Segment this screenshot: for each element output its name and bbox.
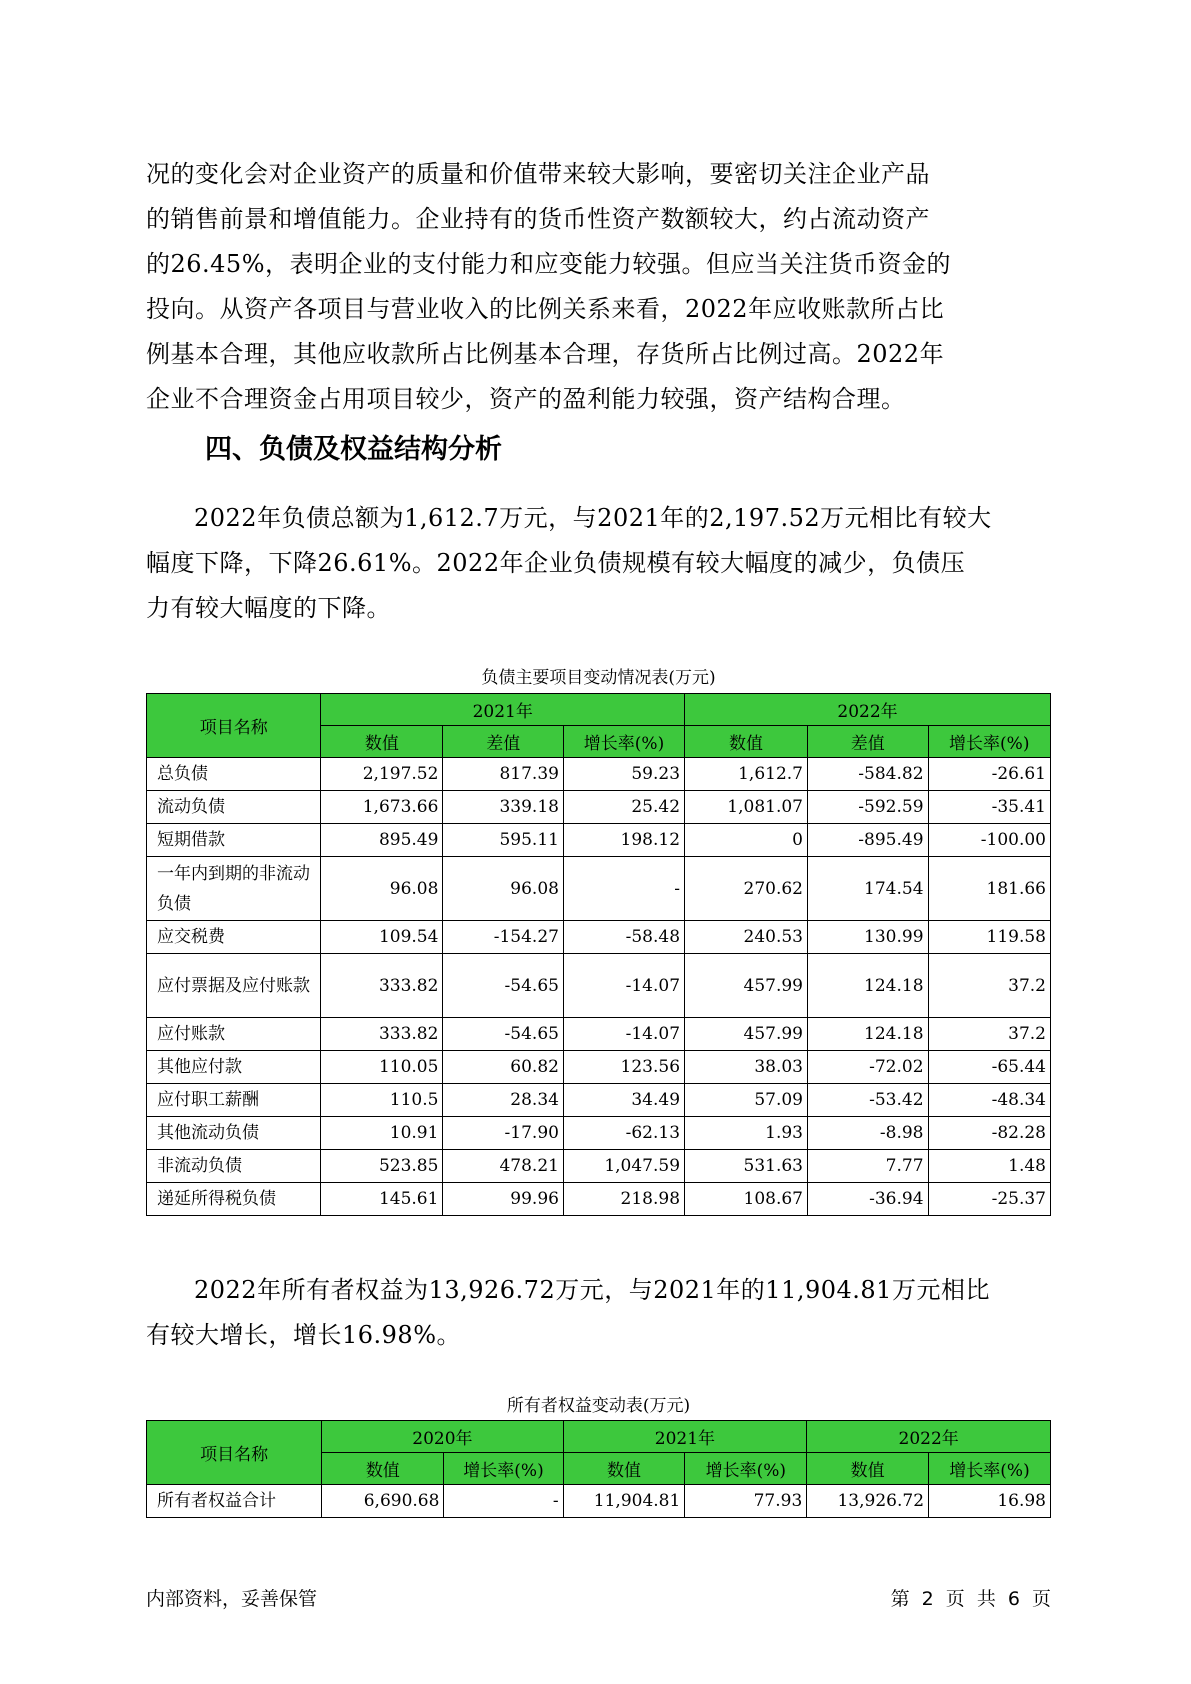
column-header: 增长率(%) [929, 1453, 1051, 1485]
column-header-year: 2022年 [685, 694, 1051, 726]
text-line: 2022年所有者权益为13,926.72万元，与2021年的11,904.81万元相比 [194, 1276, 990, 1304]
table-cell: -14.07 [563, 954, 684, 1018]
table-cell: -100.00 [928, 824, 1050, 857]
table-cell: - [563, 857, 684, 921]
table-cell: 99.96 [443, 1183, 564, 1216]
table-cell: -72.02 [807, 1051, 928, 1084]
table-cell: 198.12 [563, 824, 684, 857]
text-line: 有较大增长，增长16.98%。 [146, 1321, 462, 1349]
table-cell: 1,673.66 [321, 791, 443, 824]
text-line: 例基本合理，其他应收款所占比例基本合理，存货所占比例过高。2022年 [146, 340, 945, 368]
table-row [147, 1018, 1051, 1051]
equity-table [146, 1420, 1051, 1518]
table-row [147, 1117, 1051, 1150]
table-cell: -584.82 [807, 758, 928, 791]
table-cell: 7.77 [807, 1150, 928, 1183]
row-label: 应交税费 [147, 921, 321, 954]
table-cell: 523.85 [321, 1150, 443, 1183]
footer-page-number: 第 2 页 共 6 页 [890, 1588, 1051, 1610]
table-cell: 110.05 [321, 1051, 443, 1084]
table-cell: 1,047.59 [563, 1150, 684, 1183]
section-heading: 四、负债及权益结构分析 [205, 434, 502, 465]
text-line: 2022年负债总额为1,612.7万元，与2021年的2,197.52万元相比有较大 [194, 504, 992, 532]
table-cell: -17.90 [443, 1117, 564, 1150]
table-cell: 1.48 [928, 1150, 1050, 1183]
table-caption-liabilities: 负债主要项目变动情况表(万元) [481, 668, 716, 688]
row-label: 短期借款 [147, 824, 321, 857]
row-label: 一年内到期的非流动负债 [147, 857, 321, 921]
table-cell: 108.67 [685, 1183, 808, 1216]
table-cell: 333.82 [321, 954, 443, 1018]
table-cell: 595.11 [443, 824, 564, 857]
table-cell: 38.03 [685, 1051, 808, 1084]
table-cell: -592.59 [807, 791, 928, 824]
table-cell: -895.49 [807, 824, 928, 857]
column-header: 增长率(%) [685, 1453, 807, 1485]
row-label: 应付账款 [147, 1018, 321, 1051]
table-cell: 1.93 [685, 1117, 808, 1150]
table-cell: 37.2 [928, 1018, 1050, 1051]
table-cell: -54.65 [443, 954, 564, 1018]
table-cell: 11,904.81 [563, 1485, 685, 1518]
table-cell: 174.54 [807, 857, 928, 921]
table-cell: -53.42 [807, 1084, 928, 1117]
table-cell: -54.65 [443, 1018, 564, 1051]
column-header: 数值 [322, 1453, 444, 1485]
column-header: 数值 [321, 726, 443, 758]
table-cell: 817.39 [443, 758, 564, 791]
table-cell: 124.18 [807, 954, 928, 1018]
table-cell: 130.99 [807, 921, 928, 954]
column-header: 差值 [807, 726, 928, 758]
column-header: 差值 [443, 726, 564, 758]
table-cell: 10.91 [321, 1117, 443, 1150]
table-cell: 110.5 [321, 1084, 443, 1117]
table-cell: 333.82 [321, 1018, 443, 1051]
table-cell: 240.53 [685, 921, 808, 954]
table-cell: -82.28 [928, 1117, 1050, 1150]
table-cell: -26.61 [928, 758, 1050, 791]
table-cell: -65.44 [928, 1051, 1050, 1084]
table-cell: - [444, 1485, 563, 1518]
table-cell: 77.93 [685, 1485, 807, 1518]
table-row [147, 921, 1051, 954]
table-cell: 37.2 [928, 954, 1050, 1018]
table-row [147, 824, 1051, 857]
table-row [147, 758, 1051, 791]
column-header: 增长率(%) [928, 726, 1050, 758]
table-row [147, 1485, 1051, 1518]
table-caption-equity: 所有者权益变动表(万元) [506, 1396, 691, 1416]
table-cell: 124.18 [807, 1018, 928, 1051]
table-row [147, 1051, 1051, 1084]
row-label: 应付票据及应付账款 [147, 954, 321, 1018]
table-cell: -62.13 [563, 1117, 684, 1150]
table-row [147, 1183, 1051, 1216]
column-header: 增长率(%) [444, 1453, 563, 1485]
table-cell: 13,926.72 [807, 1485, 929, 1518]
table-cell: -48.34 [928, 1084, 1050, 1117]
row-label: 递延所得税负债 [147, 1183, 321, 1216]
table-cell: 25.42 [563, 791, 684, 824]
column-header-year: 2021年 [321, 694, 685, 726]
row-label: 其他应付款 [147, 1051, 321, 1084]
column-header-year: 2022年 [807, 1421, 1051, 1453]
column-header: 增长率(%) [563, 726, 684, 758]
table-row [147, 1084, 1051, 1117]
column-header: 数值 [563, 1453, 685, 1485]
table-cell: 457.99 [685, 1018, 808, 1051]
table-cell: -58.48 [563, 921, 684, 954]
liabilities-table [146, 693, 1051, 1216]
text-line: 企业不合理资金占用项目较少，资产的盈利能力较强，资产结构合理。 [146, 385, 906, 413]
table-row [147, 857, 1051, 921]
table-row [147, 954, 1051, 1018]
table-cell: 1,081.07 [685, 791, 808, 824]
table-cell: 895.49 [321, 824, 443, 857]
text-line: 幅度下降，下降26.61%。2022年企业负债规模有较大幅度的减少，负债压 [146, 549, 966, 577]
table-cell: 59.23 [563, 758, 684, 791]
paragraph-equity-summary [146, 1268, 1051, 1358]
table-cell: -8.98 [807, 1117, 928, 1150]
table-row [147, 791, 1051, 824]
text-line: 力有较大幅度的下降。 [146, 594, 391, 622]
table-row [147, 1150, 1051, 1183]
table-cell: 16.98 [929, 1485, 1051, 1518]
text-line: 况的变化会对企业资产的质量和价值带来较大影响，要密切关注企业产品 [146, 160, 930, 188]
table-cell: -36.94 [807, 1183, 928, 1216]
table-cell: 218.98 [563, 1183, 684, 1216]
text-line: 的26.45%，表明企业的支付能力和应变能力较强。但应当关注货币资金的 [146, 250, 952, 278]
table-cell: 145.61 [321, 1183, 443, 1216]
table-cell: 28.34 [443, 1084, 564, 1117]
table-cell: 119.58 [928, 921, 1050, 954]
table-cell: 457.99 [685, 954, 808, 1018]
table-cell: 1,612.7 [685, 758, 808, 791]
column-header-year: 2021年 [563, 1421, 807, 1453]
column-header: 数值 [685, 726, 808, 758]
text-line: 的销售前景和增值能力。企业持有的货币性资产数额较大，约占流动资产 [146, 205, 930, 233]
column-header-year: 2020年 [322, 1421, 563, 1453]
table-cell: -35.41 [928, 791, 1050, 824]
table-cell: 531.63 [685, 1150, 808, 1183]
table-cell: 109.54 [321, 921, 443, 954]
table-cell: -154.27 [443, 921, 564, 954]
table-cell: 123.56 [563, 1051, 684, 1084]
table-cell: 0 [685, 824, 808, 857]
table-cell: -25.37 [928, 1183, 1050, 1216]
table-cell: 2,197.52 [321, 758, 443, 791]
paragraph-liability-summary [146, 496, 1051, 631]
column-header: 数值 [807, 1453, 929, 1485]
table-cell: 34.49 [563, 1084, 684, 1117]
table-cell: -14.07 [563, 1018, 684, 1051]
column-header-item-name: 项目名称 [147, 1421, 322, 1485]
row-label: 其他流动负债 [147, 1117, 321, 1150]
table-cell: 6,690.68 [322, 1485, 444, 1518]
table-cell: 57.09 [685, 1084, 808, 1117]
row-label: 应付职工薪酬 [147, 1084, 321, 1117]
row-label: 总负债 [147, 758, 321, 791]
footer-confidential-note: 内部资料，妥善保管 [146, 1588, 318, 1610]
table-cell: 181.66 [928, 857, 1050, 921]
table-cell: 339.18 [443, 791, 564, 824]
row-label: 所有者权益合计 [147, 1485, 322, 1518]
row-label: 流动负债 [147, 791, 321, 824]
text-line: 投向。从资产各项目与营业收入的比例关系来看，2022年应收账款所占比 [146, 295, 945, 323]
table-cell: 96.08 [443, 857, 564, 921]
table-cell: 270.62 [685, 857, 808, 921]
table-cell: 96.08 [321, 857, 443, 921]
paragraph-asset-analysis [146, 152, 1051, 422]
column-header-item-name: 项目名称 [147, 694, 321, 758]
row-label: 非流动负债 [147, 1150, 321, 1183]
table-cell: 478.21 [443, 1150, 564, 1183]
table-cell: 60.82 [443, 1051, 564, 1084]
